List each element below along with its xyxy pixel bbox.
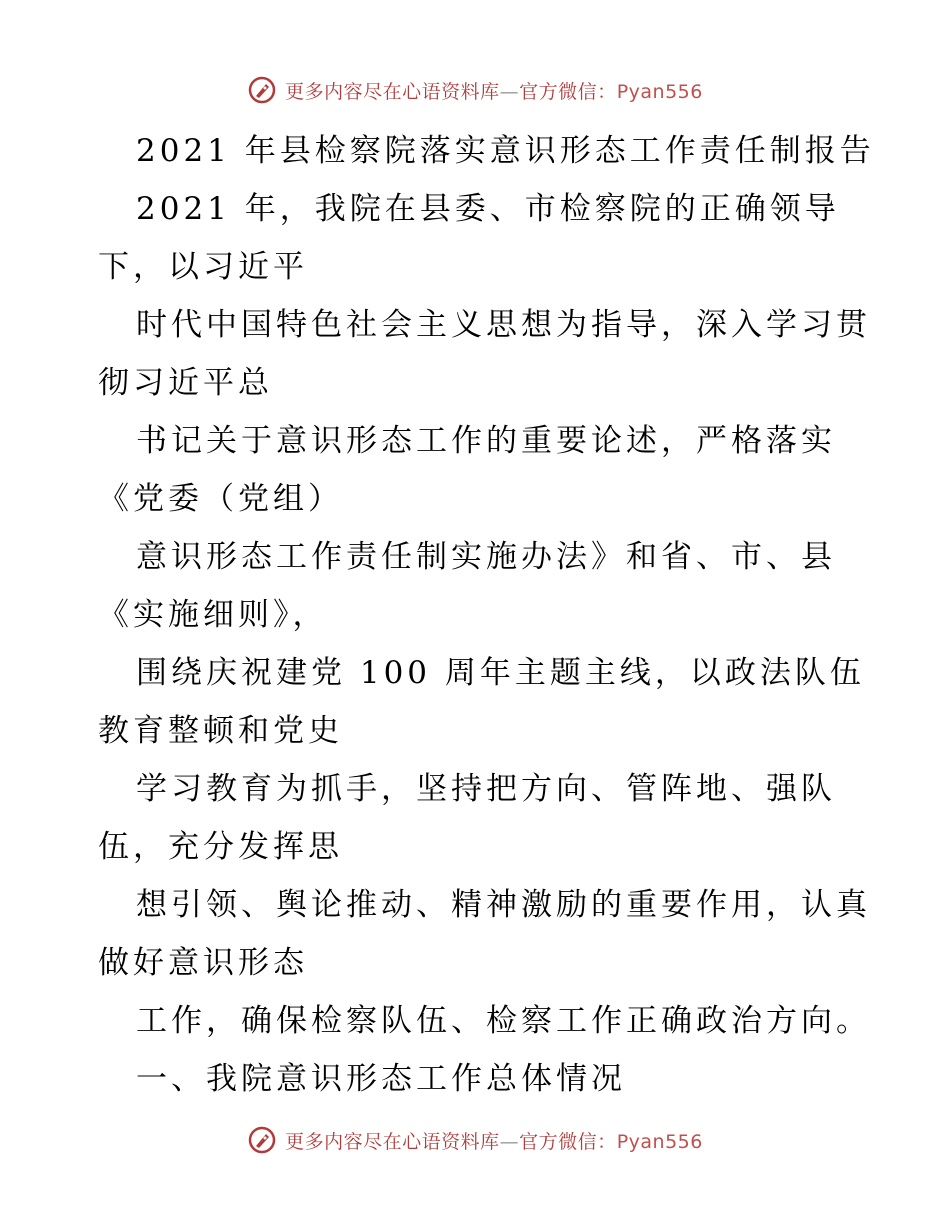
section-heading: 一、我院意识形态工作总体情况	[136, 1061, 626, 1097]
paragraph-line: 教育整顿和党史	[98, 713, 343, 749]
paragraph-line: 做好意识形态	[98, 945, 308, 981]
paragraph-line: 学习教育为抓手，坚持把方向、管阵地、强队	[136, 771, 836, 807]
paragraph-line: 书记关于意识形态工作的重要论述，严格落实	[136, 423, 836, 459]
paragraph-line: 围绕庆祝建党 100 周年主题主线，以政法队伍	[136, 655, 865, 691]
pen-nib-circle-icon	[247, 1125, 277, 1155]
paragraph-line: 彻习近平总	[98, 365, 273, 401]
paragraph-line: 伍，充分发挥思	[98, 829, 343, 865]
paragraph-line: 意识形态工作责任制实施办法》和省、市、县	[136, 539, 836, 575]
paragraph-line: 工作，确保检察队伍、检察工作正确政治方向。	[136, 1003, 871, 1039]
header-watermark	[0, 70, 950, 110]
footer-watermark	[0, 1120, 950, 1160]
pen-nib-circle-icon	[247, 75, 277, 105]
watermark-text: 更多内容尽在心语资料库—官方微信：Pyan556	[285, 80, 703, 103]
paragraph-line: 《实施细则》，	[98, 597, 328, 633]
paragraph-line: 时代中国特色社会主义思想为指导，深入学习贯	[136, 307, 871, 343]
paragraph-line: 2021 年，我院在县委、市检察院的正确领导	[136, 191, 840, 227]
paragraph-line: 下，以习近平	[98, 249, 308, 285]
paragraph-line: 想引领、舆论推动、精神激励的重要作用，认真	[136, 887, 871, 923]
document-body	[98, 122, 898, 1108]
paragraph-line: 《党委（党组）	[98, 481, 343, 517]
document-title: 2021 年县检察院落实意识形态工作责任制报告	[136, 133, 875, 169]
watermark-text: 更多内容尽在心语资料库—官方微信：Pyan556	[285, 1130, 703, 1153]
